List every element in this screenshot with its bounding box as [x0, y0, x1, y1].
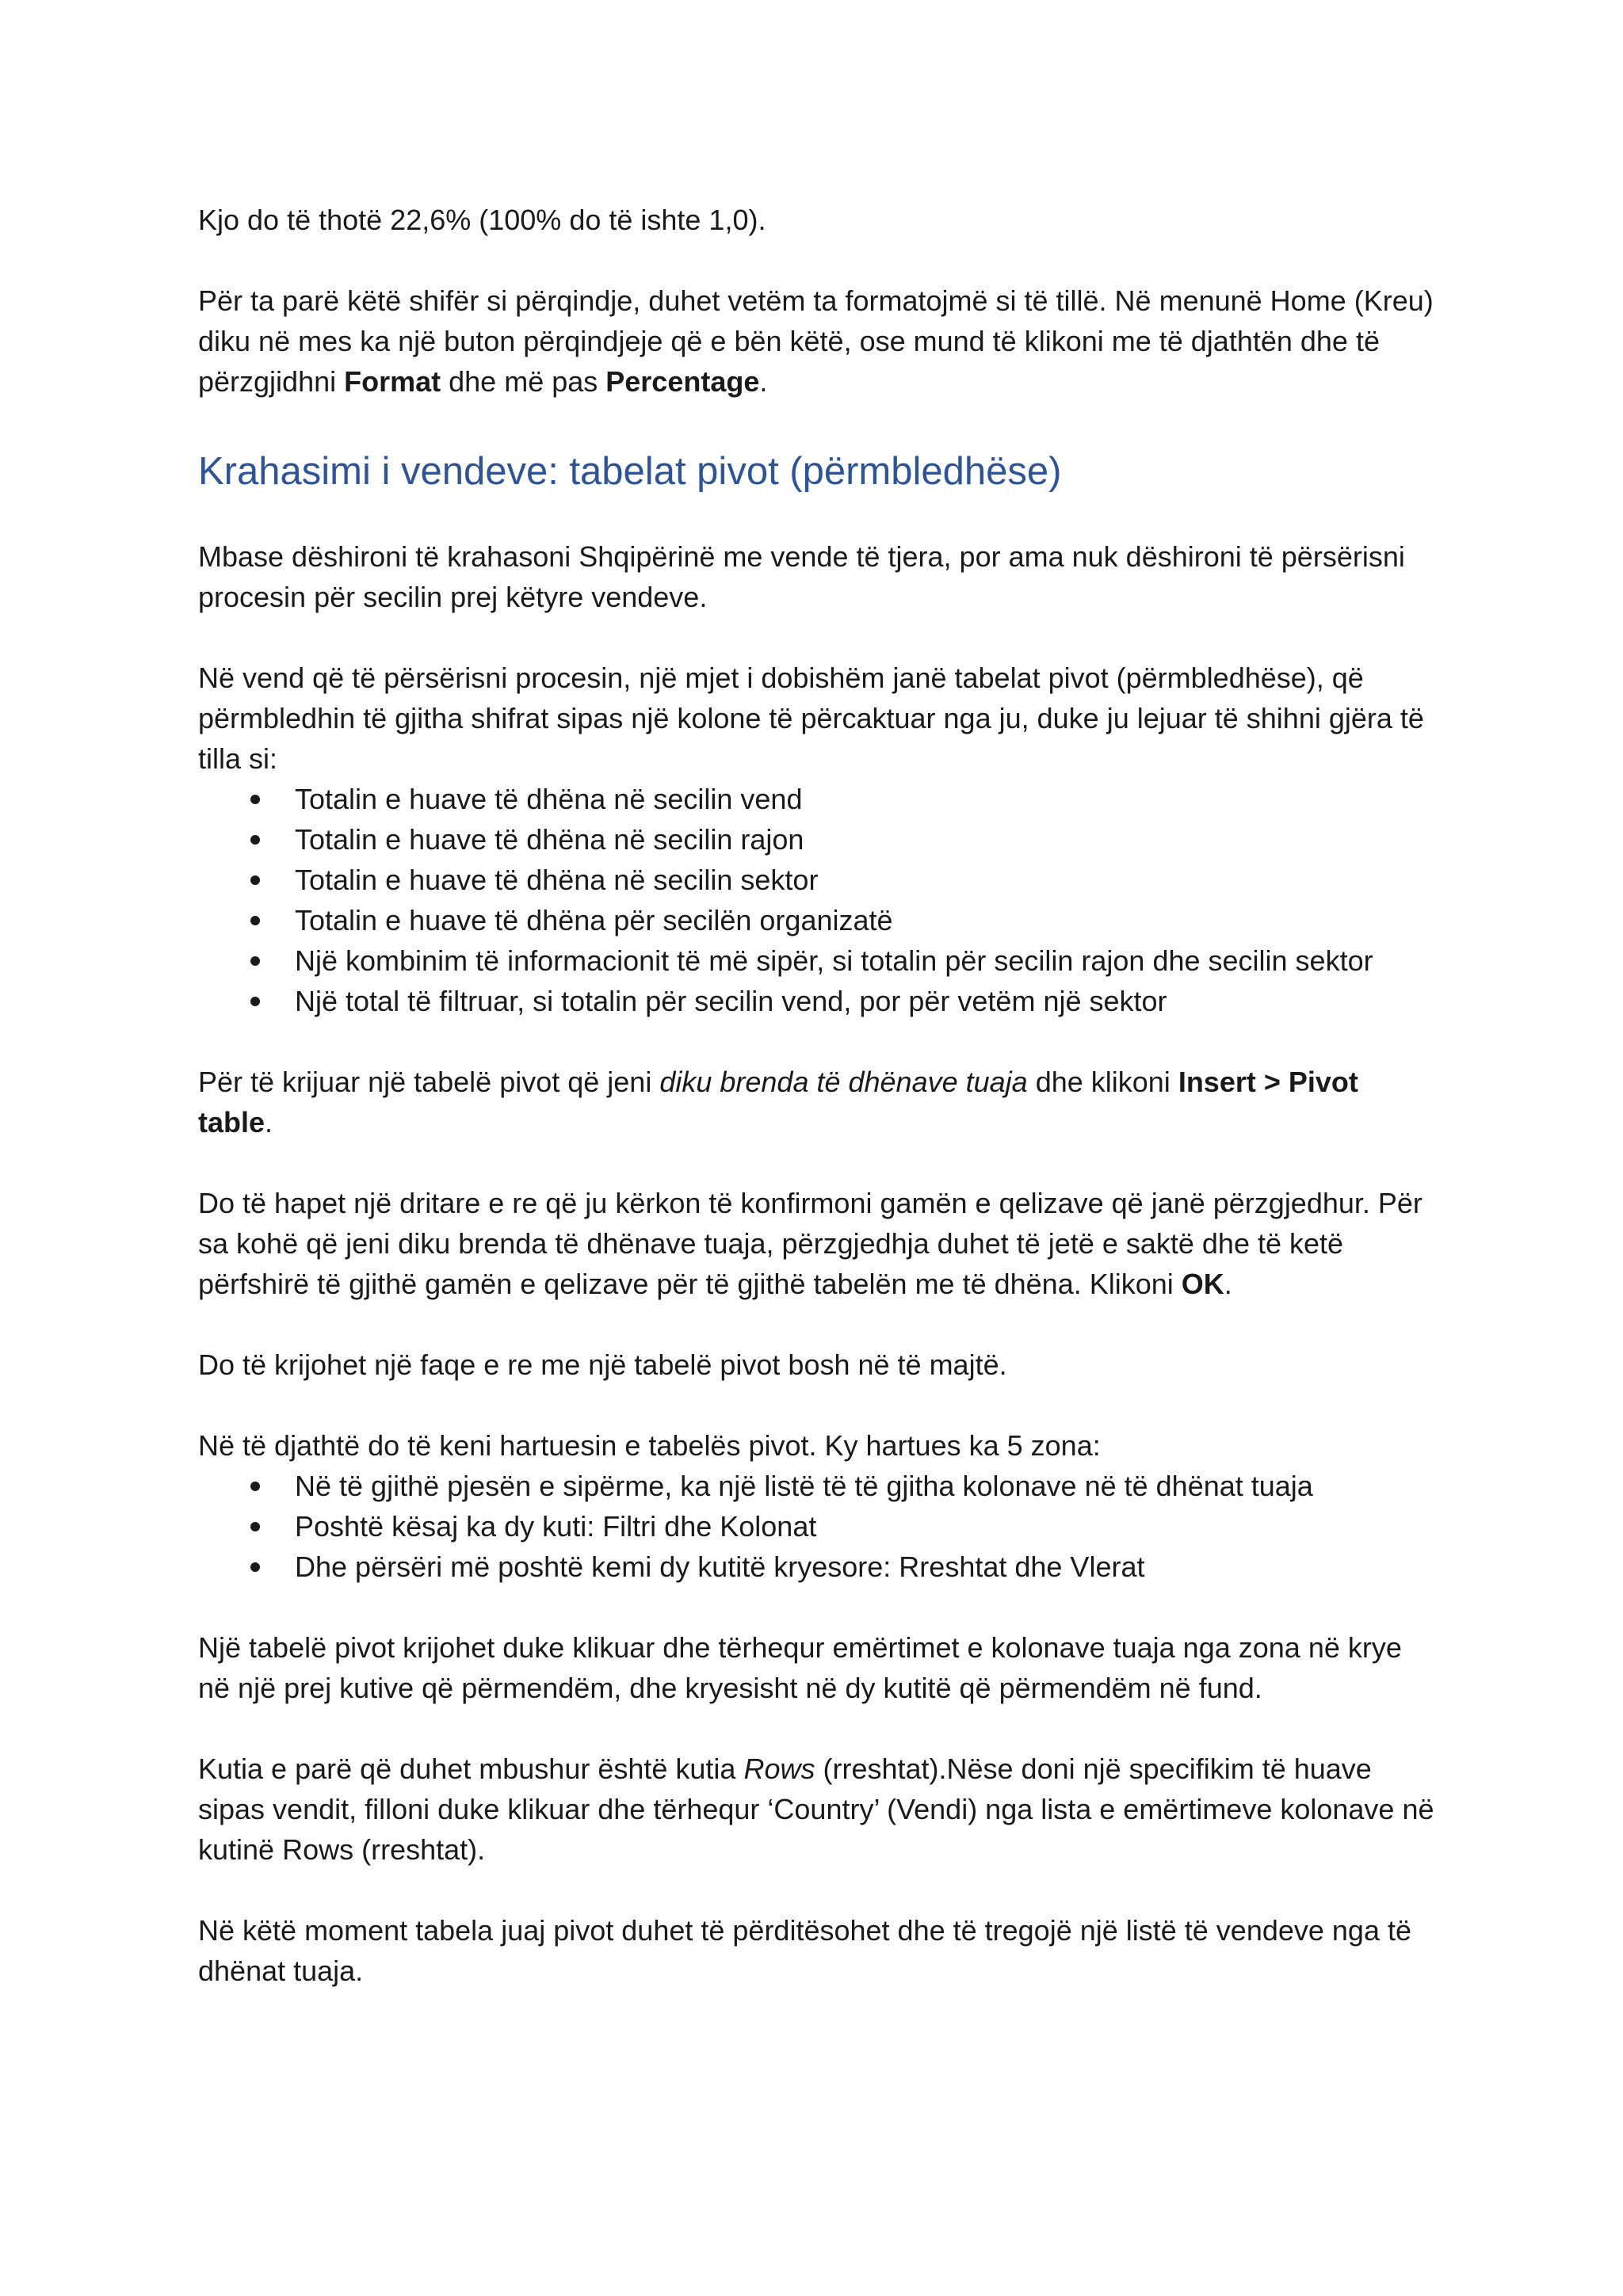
list-item: Totalin e huave të dhëna në secilin rajon [295, 819, 1434, 860]
text-run: Do të hapet një dritare e re që ju kërkon të konfirmoni gamën e qelizave që janë përzgjedhur. Për sa kohë që jeni diku brenda të dhënave tuaja, përzgjedhja duhet të jetë e saktë dhe të ketë përfshirë të gjithë gamën e qelizave për të gjithë tabelën me të dhëna. Klikoni [198, 1187, 1423, 1300]
paragraph-drag-columns: Një tabelë pivot krijohet duke klikuar dhe tërhequr emërtimet e kolonave tuaja nga zona në krye në një prej kutive që përmendëm, dhe kryesisht në dy kutitë që përmendëm në fund. [198, 1631, 1402, 1704]
list-item: Një kombinim të informacionit të më sipër, si totalin për secilin rajon dhe secilin sektor [295, 940, 1434, 981]
bold-percentage: Percentage [605, 365, 760, 398]
italic-inside-data: diku brenda të dhënave tuaja [659, 1066, 1028, 1098]
list-item: Poshtë kësaj ka dy kuti: Filtri dhe Kolonat [295, 1506, 1434, 1547]
bullet-list-designer-zones [198, 1466, 1434, 1587]
italic-rows: Rows [743, 1753, 815, 1785]
paragraph-create-pivot [198, 1062, 1434, 1142]
text-run: . [265, 1106, 273, 1138]
paragraph-pivot-updates: Në këtë moment tabela juaj pivot duhet të përditësohet dhe të tregojë një listë të vendeve nga të dhënat tuaja. [198, 1914, 1412, 1987]
list-item: Një total të filtruar, si totalin për secilin vend, por për vetëm një sektor [295, 981, 1434, 1021]
section-heading: Krahasimi i vendeve: tabelat pivot (përmbledhëse) [198, 450, 1062, 493]
text-run: dhe klikoni [1027, 1066, 1178, 1098]
text-run: . [1224, 1268, 1232, 1300]
text-run: Për të krijuar një tabelë pivot që jeni [198, 1066, 660, 1098]
paragraph-percentage-result: Kjo do të thotë 22,6% (100% do të ishte 1,0). [198, 204, 766, 236]
bold-ok: OK [1181, 1268, 1224, 1300]
list-item: Totalin e huave të dhëna në secilin sektor [295, 860, 1434, 900]
text-run: Për ta parë këtë shifër si përqindje, duhet vetëm ta formatojmë si të tillë. Në menunë Home (Kreu) diku në mes ka një buton përqindjeje që e bën këtë, ose mund të klikoni me të djathtën dhe të përzgjidhni [198, 284, 1434, 398]
paragraph-new-sheet: Do të krijohet një faqe e re me një tabelë pivot bosh në të majtë. [198, 1348, 1007, 1381]
paragraph-compare-countries: Mbase dëshironi të krahasoni Shqipërinë me vende të tjera, por ama nuk dëshironi të përsërisni procesin për secilin prej këtyre vendeve. [198, 540, 1405, 613]
bold-insert-pivot: Insert > Pivot table [198, 1066, 1358, 1138]
paragraph-pivot-intro: Në vend që të përsërisni procesin, një mjet i dobishëm janë tabelat pivot (përmbledhëse), që përmbledhin të gjitha shifrat sipas një kolone të përcaktuar nga ju, duke ju lejuar të shihni gjëra të tilla si: [198, 662, 1424, 775]
text-run: (rreshtat).Nëse doni një specifikim të huave sipas vendit, filloni duke klikuar dhe tërhequr ‘Country’ (Vendi) nga lista e emërtimeve kolonave në kutinë Rows (rreshtat). [198, 1753, 1434, 1866]
paragraph-designer-zones: Në të djathtë do të keni hartuesin e tabelës pivot. Ky hartues ka 5 zona: [198, 1429, 1101, 1462]
list-item: Dhe përsëri më poshtë kemi dy kutitë kryesore: Rreshtat dhe Vlerat [295, 1547, 1434, 1587]
list-item: Totalin e huave të dhëna në secilin vend [295, 779, 1434, 819]
list-item: Totalin e huave të dhëna për secilën organizatë [295, 900, 1434, 940]
list-item: Në të gjithë pjesën e sipërme, ka një listë të të gjitha kolonave në të dhënat tuaja [295, 1466, 1434, 1506]
paragraph-rows-box [198, 1749, 1434, 1870]
document-body [198, 200, 1434, 1991]
paragraph-format-percentage [198, 280, 1434, 402]
text-run: dhe më pas [441, 365, 606, 398]
text-run: Kutia e parë që duhet mbushur është kutia [198, 1753, 744, 1785]
bold-format: Format [344, 365, 441, 398]
bullet-list-pivot-uses [198, 779, 1434, 1021]
paragraph-confirm-range [198, 1183, 1434, 1304]
text-run: . [759, 365, 768, 398]
